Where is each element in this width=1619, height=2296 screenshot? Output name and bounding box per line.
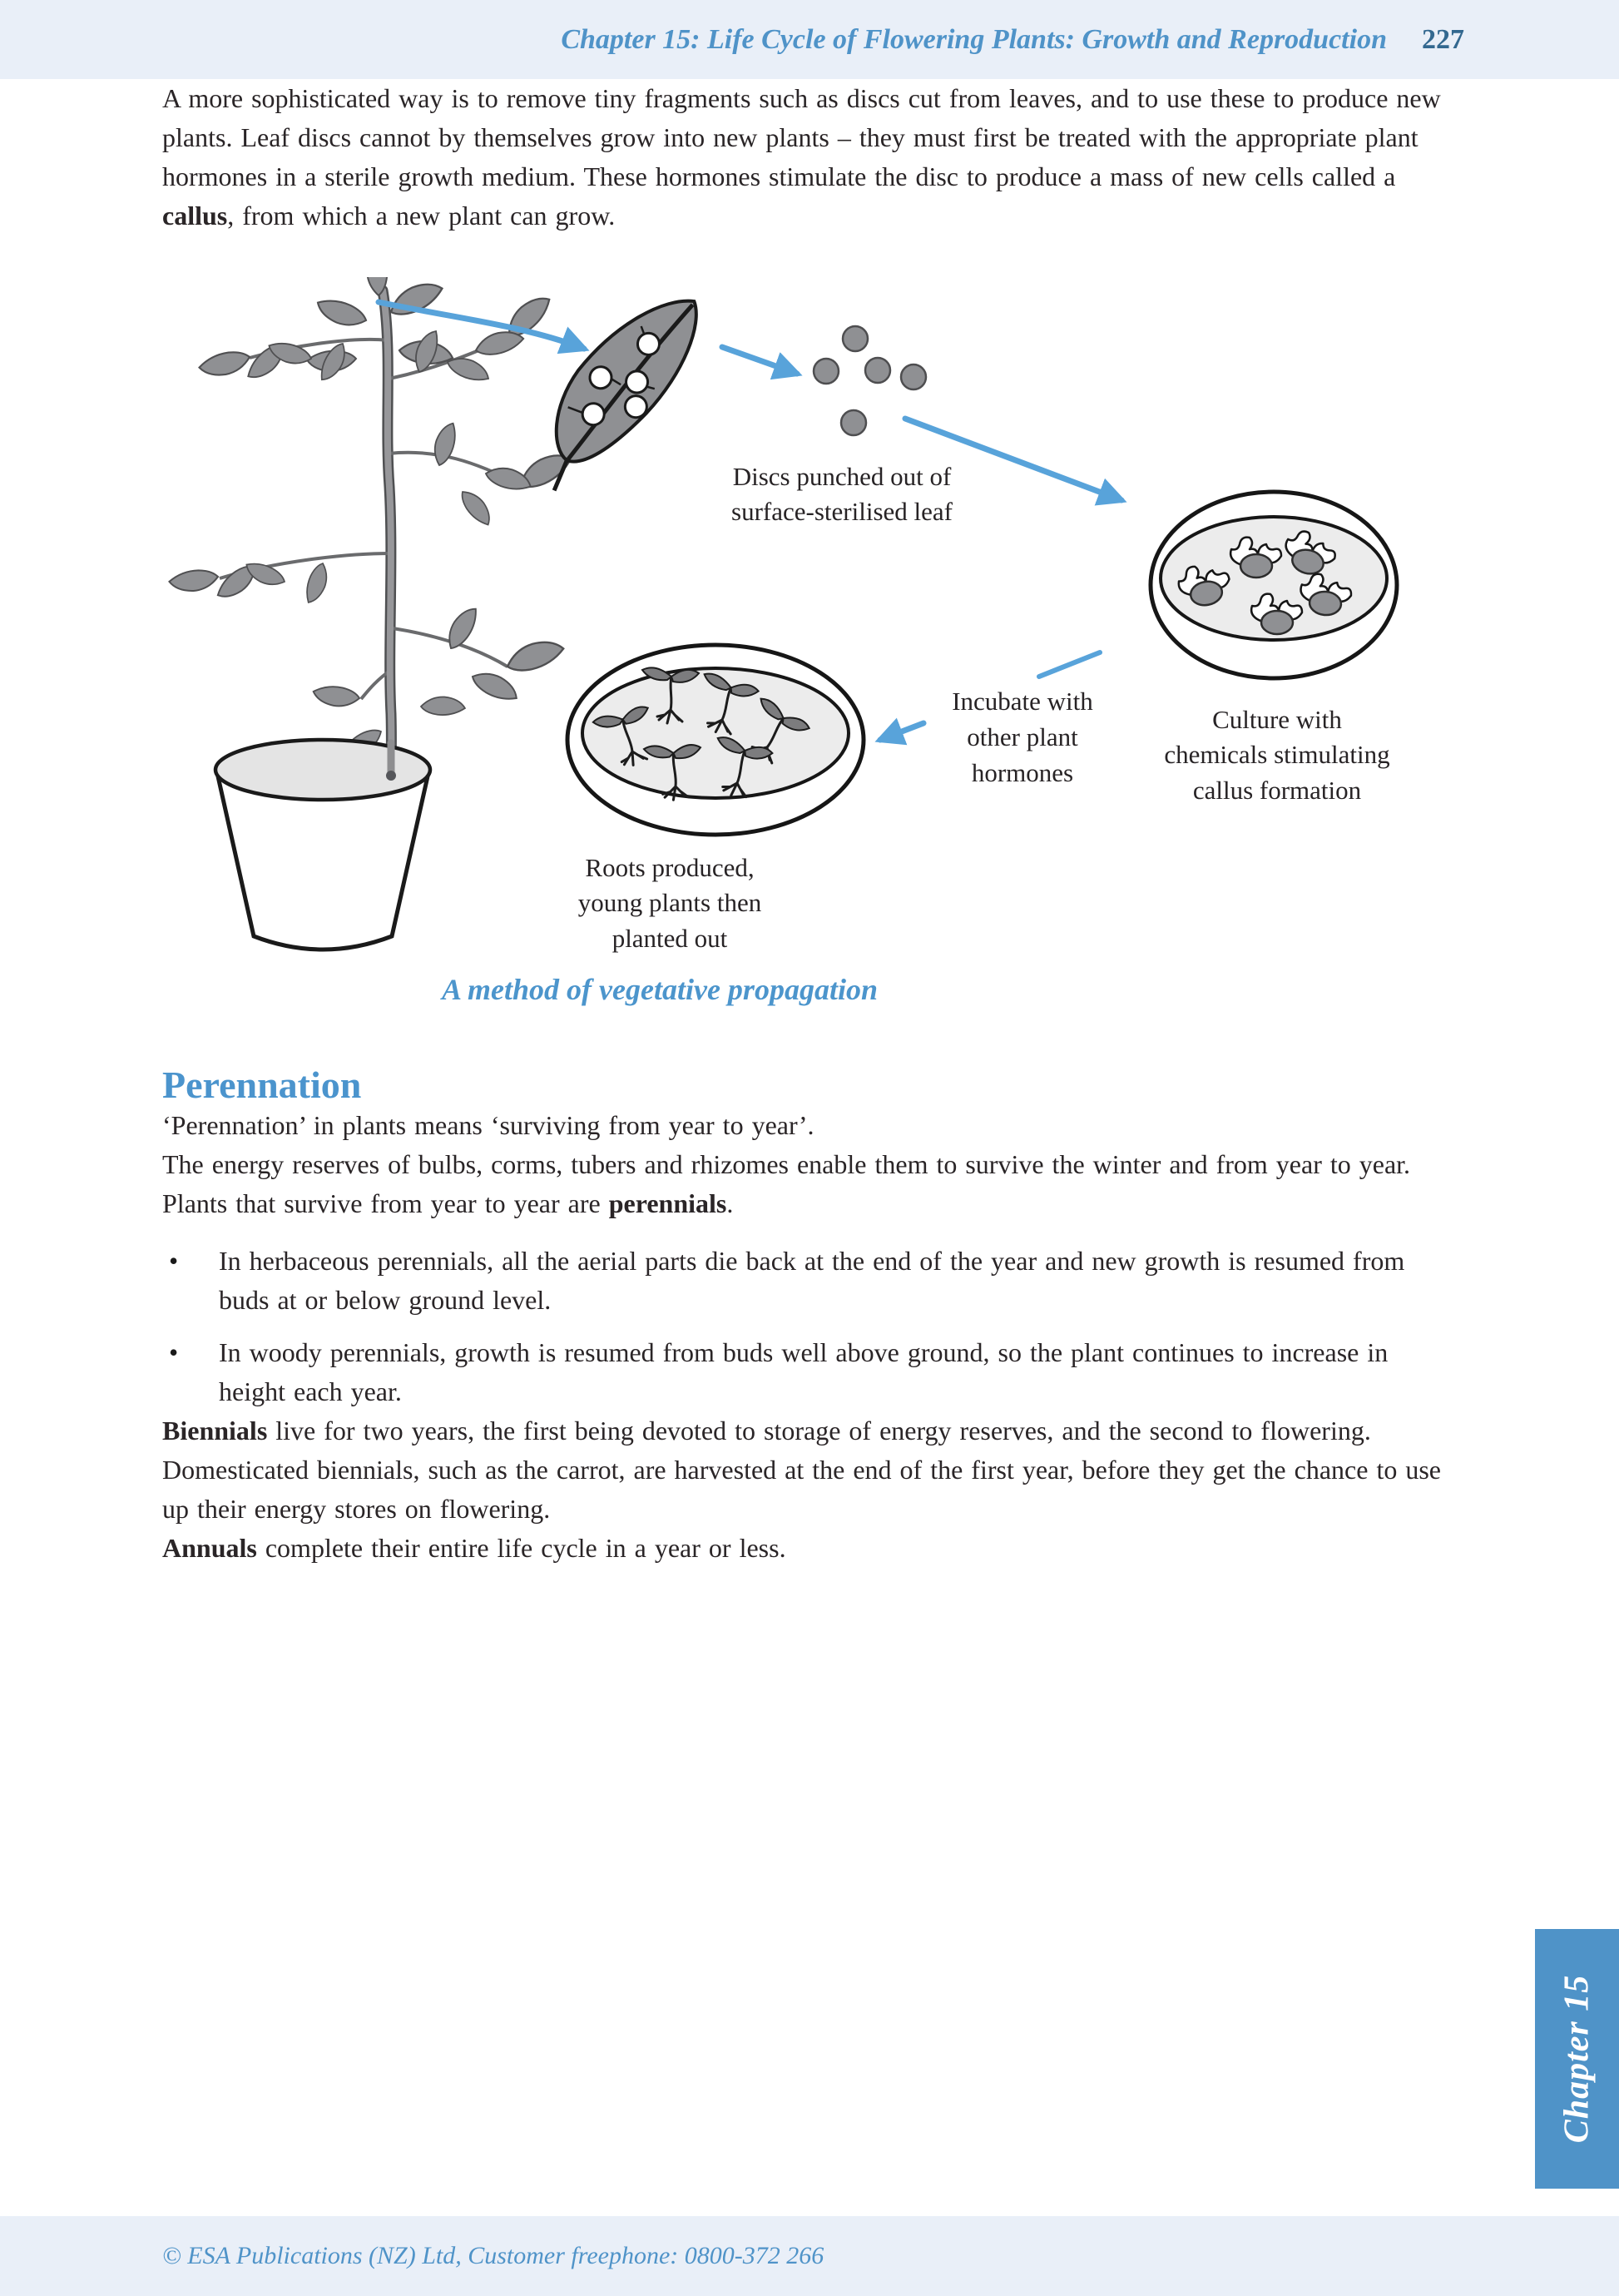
label-culture-line2: chemicals stimulating: [1164, 740, 1390, 769]
chapter-header-title: Chapter 15: Life Cycle of Flowering Plants: Growth and Reproduction: [561, 23, 1387, 55]
bullet-herbaceous: [162, 1242, 1461, 1320]
label-discs-line1: Discs punched out of: [732, 462, 952, 491]
page-number: 227: [1422, 23, 1464, 55]
bold-annuals: Annuals: [162, 1533, 257, 1563]
intro-bold-callus: callus: [162, 201, 228, 231]
page-header: [0, 0, 1619, 79]
label-roots-line1: Roots produced,: [585, 853, 755, 882]
bullet-herbaceous-text: In herbaceous perennials, all the aerial parts die back at the end of the year and new growth is resumed from buds at or below ground level.: [219, 1246, 1405, 1315]
biennials-paragraph: [162, 1411, 1461, 1450]
biennials-text: live for two years, the first being devoted to storage of energy reserves, and the second to flowering.: [267, 1416, 1371, 1446]
energy-text-end: .: [726, 1188, 734, 1218]
vegetative-propagation-diagram: [0, 277, 1619, 1026]
domesticated-biennials-paragraph: Domesticated biennials, such as the carrot, are harvested at the end of the first year, before they get the chance to use up their energy stores on flowering.: [162, 1455, 1441, 1524]
label-discs-line2: surface-sterilised leaf: [731, 497, 953, 526]
publisher-footer-text: © ESA Publications (NZ) Ltd, Customer freephone: 0800-372 266: [162, 2242, 824, 2269]
page-body: [0, 79, 1619, 1568]
line-culture-to-incubate: [1039, 652, 1100, 677]
intro-text-end: , from which a new plant can grow.: [227, 201, 616, 231]
label-culture-line3: callus formation: [1192, 776, 1362, 805]
label-incubate-line1: Incubate with: [952, 687, 1093, 716]
chapter-tab-label: Chapter 15: [1557, 1974, 1597, 2144]
plant-pot: [215, 740, 430, 950]
petri-dish-plantlets: [567, 645, 864, 835]
label-culture-line1: Culture with: [1212, 705, 1342, 734]
perennials-bullet-list: [162, 1242, 1461, 1411]
annuals-paragraph: [162, 1529, 1461, 1568]
label-incubate-line3: hormones: [971, 758, 1074, 787]
bold-biennials: Biennials: [162, 1416, 268, 1446]
chapter-side-tab: [1535, 1929, 1619, 2189]
energy-text: The energy reserves of bulbs, corms, tubers and rhizomes enable them to survive the winter and from year to year. Plants that survive from year to year are: [162, 1149, 1411, 1218]
page-footer: [0, 2216, 1619, 2296]
label-roots-line3: planted out: [611, 924, 728, 953]
potted-plant-illustration: [169, 277, 576, 950]
energy-reserves-paragraph: [162, 1145, 1461, 1223]
perennation-definition: ‘Perennation’ in plants means ‘surviving from year to year’.: [162, 1110, 814, 1140]
bullet-woody-text: In woody perennials, growth is resumed from buds well above ground, so the plant continues to increase in height each year.: [219, 1337, 1389, 1406]
intro-text: A more sophisticated way is to remove tiny fragments such as discs cut from leaves, and to use these to produce new plants. Leaf discs cannot by themselves grow into new plants – they must first be treated with the appropriate plant hormones in a sterile growth medium. These hormones stimulate the disc to produce a mass of new cells called a: [162, 83, 1441, 191]
label-incubate-line2: other plant: [967, 722, 1078, 751]
arrow-incubate-to-dish: [880, 723, 923, 740]
label-roots-line2: young plants then: [577, 888, 762, 917]
intro-paragraph: [162, 79, 1461, 236]
diagram-caption: A method of vegetative propagation: [442, 973, 878, 1006]
bold-perennials: perennials: [608, 1188, 727, 1218]
arrow-leaf-to-discs: [722, 347, 797, 374]
bullet-woody: [162, 1333, 1461, 1411]
petri-dish-callus: [1151, 492, 1397, 678]
perennation-heading: Perennation: [162, 1064, 362, 1106]
annuals-text: complete their entire life cycle in a year or less.: [256, 1533, 786, 1563]
